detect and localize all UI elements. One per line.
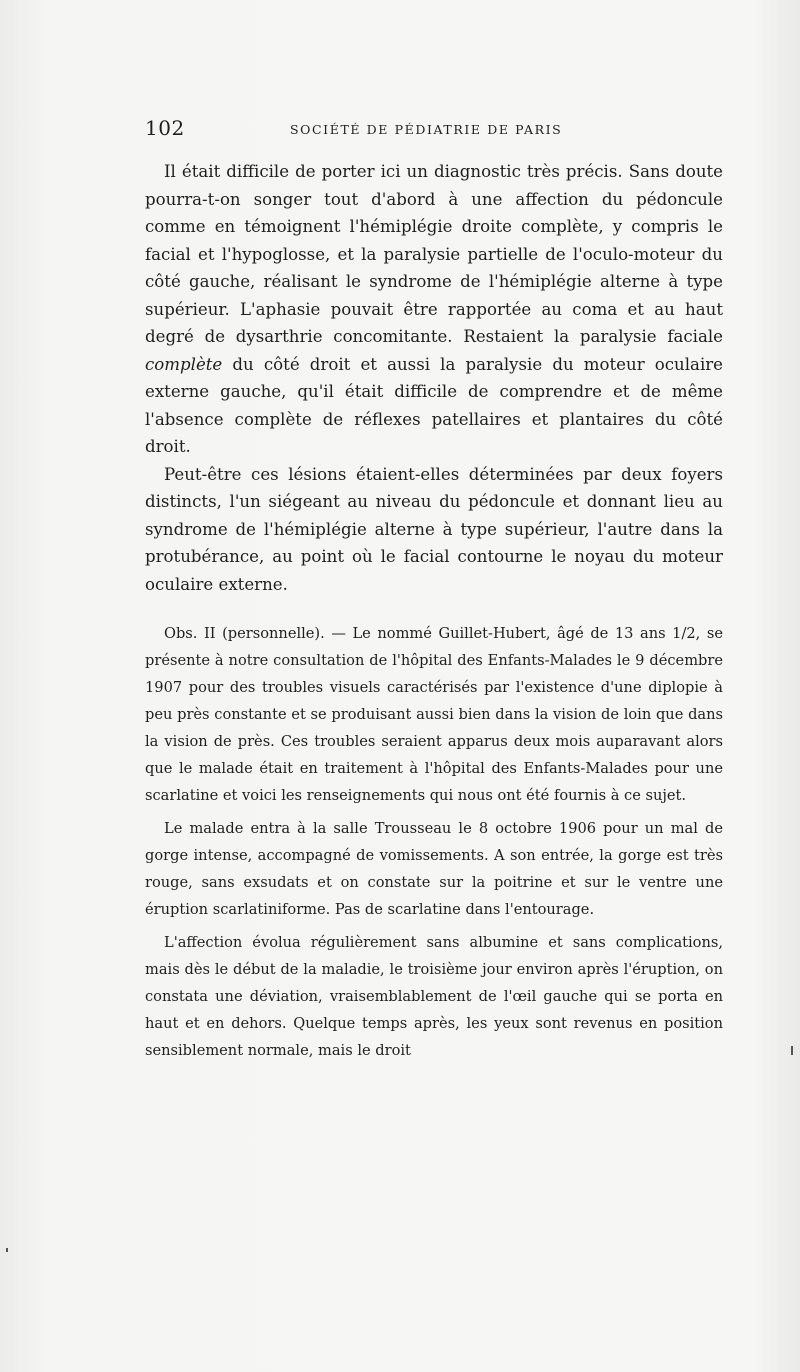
paragraph: Peut-être ces lésions étaient-elles déterminées par deux foyers distincts, l'un siégeant au niveau du pédoncule et donnant lieu au syndrome de l'hémiplégie alterne à type supérieur, l'autre dans la protubérance, au point où le facial contourne le noyau du moteur oculaire externe.	[145, 464, 723, 594]
page-header	[145, 116, 720, 140]
paragraph: Le malade entra à la salle Trousseau le 8 octobre 1906 pour un mal de gorge intense, accompagné de vomissements. A son entrée, la gorge est très rouge, sans exsudats et on constate sur la poitrine et sur le ventre une éruption scarlatiniforme. Pas de scarlatine dans l'entourage.	[145, 820, 723, 918]
paragraph-text-continued: du côté droit et aussi la paralysie du moteur oculaire externe gauche, qu'il était difficile de comprendre et de même l'absence complète de réflexes patellaires et plantaires du côté droit.	[145, 354, 724, 456]
body-text-observation	[145, 620, 723, 1070]
paragraph: L'affection évolua régulièrement sans albumine et sans complications, mais dès le début de la maladie, le troisième jour environ après l'éruption, on constata une déviation, vraisemblablement de l'œil gauche qui se porta en haut et en dehors. Quelque temps après, les yeux sont revenus en position sensiblement normale, mais le droit	[145, 934, 723, 1059]
paragraph: Obs. II (personnelle). — Le nommé Guillet-Hubert, âgé de 13 ans 1/2, se présente à notre consultation de l'hôpital des Enfants-Malades le 9 décembre 1907 pour des troubles visuels caractérisés par l'existence d'une diplopie à peu près constante et se produisant aussi bien dans la vision de loin que dans la vision de près. Ces troubles seraient apparus deux mois auparavant alors que le malade était en traitement à l'hôpital des Enfants-Malades pour une scarlatine et voici les renseignements qui nous ont été fournis à ce sujet.	[145, 625, 723, 804]
paragraph-text: Il était difficile de porter ici un diagnostic très précis. Sans doute pourra-t-on songer tout d'abord à une affection du pédoncule comme en témoignent l'hémiplégie droite complète, y compris le facial et l'hypoglosse, et la paralysie partielle de l'oculo-moteur du côté gauche, réalisant le syndrome de l'hémiplégie alterne à type supérieur. L'aphasie pouvait être rapportée au coma et au haut degré de dysarthrie concomitante. Restaient la paralysie faciale	[145, 162, 723, 346]
body-text-large	[145, 158, 723, 598]
italic-word: complète	[145, 354, 223, 374]
running-title: SOCIÉTÉ DE PÉDIATRIE DE PARIS	[290, 122, 563, 137]
page-number: 102	[145, 116, 185, 140]
margin-mark	[6, 1248, 8, 1252]
margin-mark	[791, 1046, 793, 1055]
paragraph	[145, 158, 723, 461]
